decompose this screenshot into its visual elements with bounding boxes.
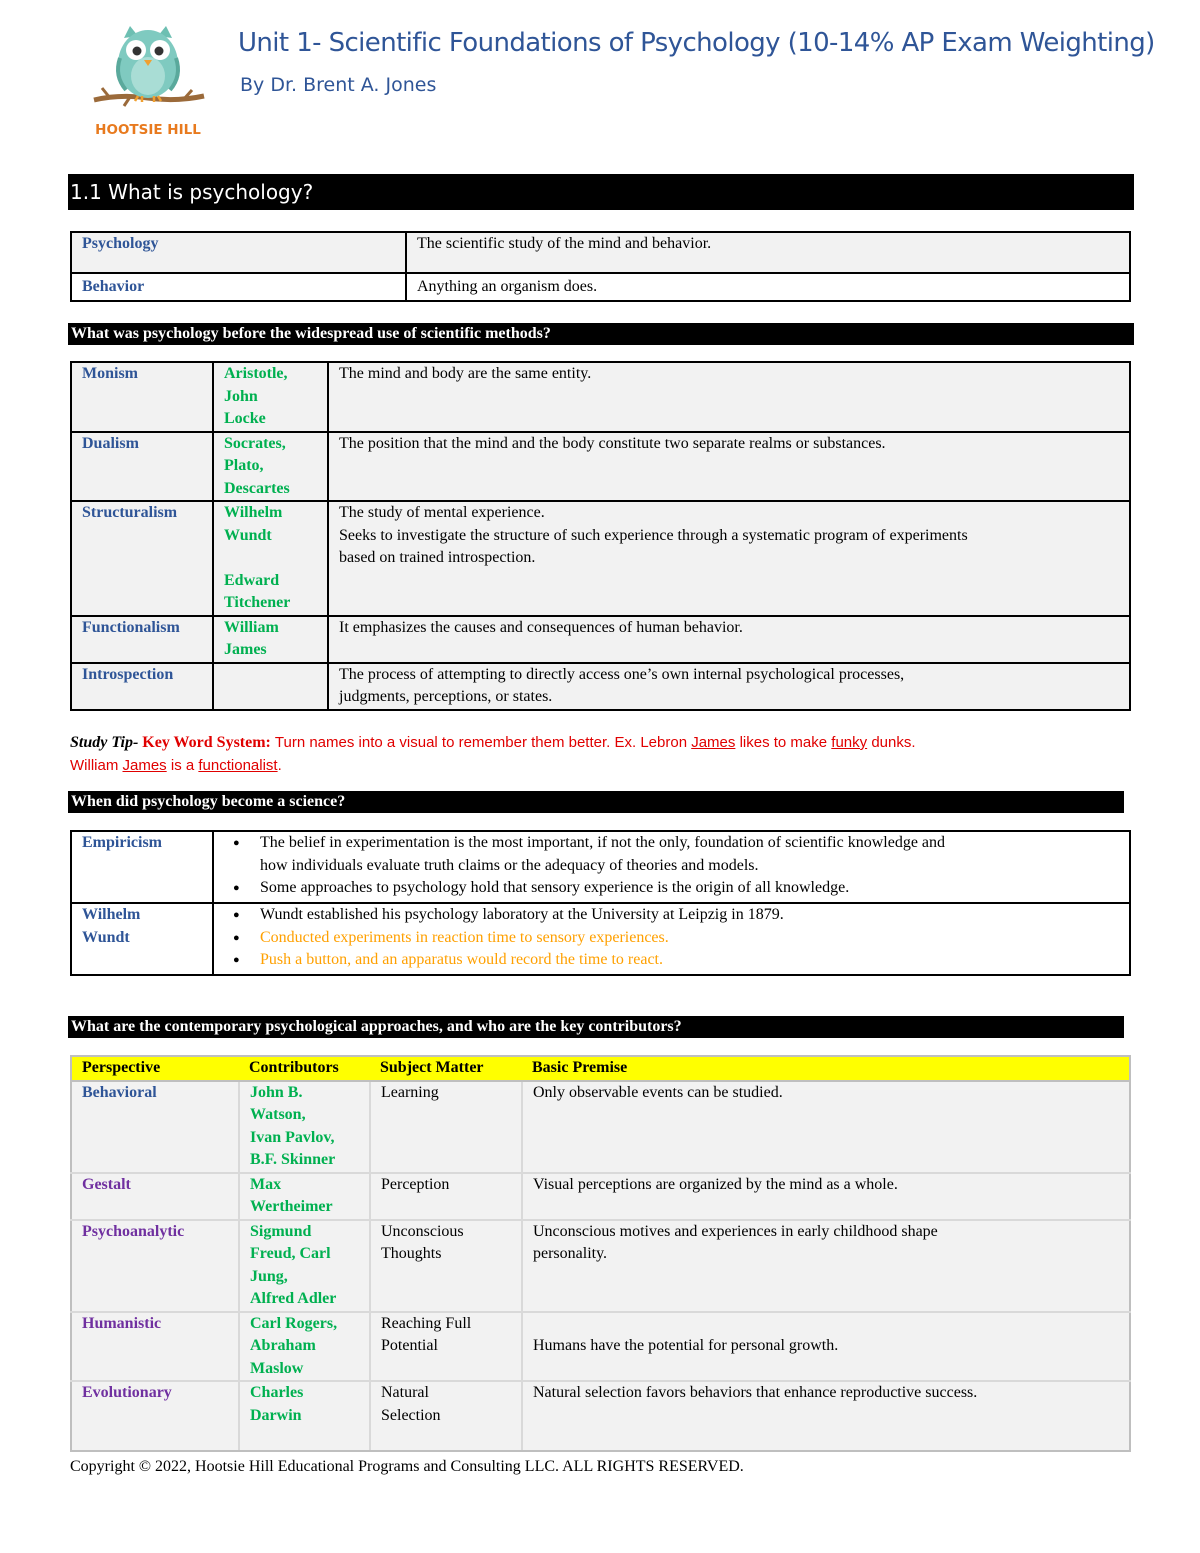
column-header: Subject Matter [370,1056,522,1081]
premise-gestalt: Visual perceptions are organized by the mind as a whole. [522,1173,1130,1220]
empiricism-bullets [213,831,1130,903]
person-name: Descartes [224,479,290,497]
description-functionalism: It emphasizes the causes and consequences of human behavior. [328,616,1130,663]
science-table [70,830,1131,976]
subject-humanistic: Reaching Full Potential [370,1312,522,1382]
person-name: Titchener [224,594,291,611]
owl-icon [80,8,216,144]
contributors-behavioral: John B. Watson, Ivan Pavlov, B.F. Skinner [239,1081,370,1173]
wundt-bullets [213,903,1130,975]
description-line: based on trained introspection. [339,549,536,566]
table-row [71,616,1130,663]
perspective-gestalt: Gestalt [71,1173,239,1220]
table-row [71,501,1130,616]
person-name: William [224,618,279,636]
table-row [71,1081,1130,1173]
person-name: Edward [224,571,280,589]
section-heading-when-science: When did psychology become a science? [68,791,1124,813]
table-row [71,663,1130,710]
table-row [71,903,1130,975]
term-psychology: Psychology [71,232,406,273]
study-tip-text: Turn names into a visual to remember them better. Ex. Lebron James likes to make funky dunks. William James is a functionalist. [70,734,916,774]
column-header: Contributors [239,1056,370,1081]
description-line: judgments, perceptions, or states. [339,688,553,705]
person-name: John [224,387,258,405]
list-item: ● Conducted experiments in reaction time to sensory experiences. [260,927,1119,950]
description-introspection [328,663,1130,710]
section-heading-what-is-psychology: 1.1 What is psychology? [68,174,1134,210]
term-behavior: Behavior [71,273,406,301]
approaches-table [70,1055,1131,1452]
section-heading-approaches: What are the contemporary psychological approaches, and who are the key contributors? [68,1016,1124,1038]
description-monism: The mind and body are the same entity. [328,362,1130,432]
term-dualism: Dualism [71,432,213,502]
table-row [71,1173,1130,1220]
table-row [71,432,1130,502]
description-line: The process of attempting to directly access one’s own internal psychological processes, [339,665,905,683]
subject-evolutionary: Natural Selection [370,1381,522,1451]
person-name: Aristotle, [224,365,288,382]
table-header-row [71,1056,1130,1081]
list-item: ● Wundt established his psychology laboratory at the University at Leipzig in 1879. [260,904,1119,927]
study-tip [70,731,1130,777]
person-name: Socrates, [224,434,286,452]
perspective-psychoanalytic: Psychoanalytic [71,1220,239,1312]
premise-humanistic: Humans have the potential for personal growth. [522,1312,1130,1382]
subject-behavioral: Learning [370,1081,522,1173]
term-line: Wundt [82,928,130,946]
premise-psychoanalytic: Unconscious motives and experiences in early childhood shape personality. [522,1220,1130,1312]
list-item: ● Some approaches to psychology hold that sensory experience is the origin of all knowledge. [260,877,1119,900]
person-name: Plato, [224,457,264,474]
description-dualism: The position that the mind and the body constitute two separate realms or substances. [328,432,1130,502]
people-functionalism [213,616,328,663]
copyright-notice: Copyright © 2022, Hootsie Hill Educational Programs and Consulting LLC. ALL RIGHTS RESERVED. [70,1458,744,1475]
pre-science-table [70,361,1131,711]
people-dualism [213,432,328,502]
list-item: ● Push a button, and an apparatus would record the time to react. [260,949,1119,972]
column-header: Basic Premise [522,1056,1130,1081]
definition-behavior: Anything an organism does. [406,273,1130,301]
key-word-system-label: Key Word System: [142,734,271,751]
contributors-psychoanalytic: Sigmund Freud, Carl Jung, Alfred Adler [239,1220,370,1312]
term-structuralism: Structuralism [71,501,213,616]
term-introspection: Introspection [71,663,213,710]
term-wilhelm-wundt [71,903,213,975]
subject-gestalt: Perception [370,1173,522,1220]
table-row [71,362,1130,432]
people-monism [213,362,328,432]
description-line: Seeks to investigate the structure of such experience through a systematic program of experiments [339,526,968,544]
definitions-table [70,231,1131,302]
hootsie-hill-logo [80,8,216,144]
term-empiricism: Empiricism [71,831,213,903]
spacer [224,547,317,570]
perspective-evolutionary: Evolutionary [71,1381,239,1451]
author-line: By Dr. Brent A. Jones [240,74,437,96]
table-row [71,1381,1130,1451]
list-item: ● The belief in experimentation is the most important, if not the only, foundation of scientific knowledge and how individuals evaluate truth claims or the adequacy of theories and models. [260,832,1119,877]
people-structuralism [213,501,328,616]
table-row [71,831,1130,903]
person-name: Wilhelm [224,504,283,521]
svg-text:HOOTSIE HILL: HOOTSIE HILL [95,122,201,138]
study-tip-label: Study Tip- [70,734,139,751]
person-name: Locke [224,410,266,427]
contributors-gestalt: Max Wertheimer [239,1173,370,1220]
page-title: Unit 1- Scientific Foundations of Psychology (10-14% AP Exam Weighting) [238,28,1155,58]
term-monism: Monism [71,362,213,432]
perspective-behavioral: Behavioral [71,1081,239,1173]
term-functionalism: Functionalism [71,616,213,663]
column-header: Perspective [71,1056,239,1081]
premise-evolutionary: Natural selection favors behaviors that enhance reproductive success. [522,1381,1130,1451]
table-row [71,1312,1130,1382]
table-row [71,1220,1130,1312]
section-heading-before-science: What was psychology before the widespread use of scientific methods? [68,323,1134,345]
description-line: The study of mental experience. [339,504,545,521]
table-row [71,232,1130,273]
subject-psychoanalytic: Unconscious Thoughts [370,1220,522,1312]
description-structuralism [328,501,1130,616]
definition-psychology: The scientific study of the mind and behavior. [406,232,1130,273]
person-name: James [224,641,267,658]
contributors-humanistic: Carl Rogers, Abraham Maslow [239,1312,370,1382]
person-name: Wundt [224,526,272,544]
perspective-humanistic: Humanistic [71,1312,239,1382]
term-line: Wilhelm [82,906,141,923]
premise-behavioral: Only observable events can be studied. [522,1081,1130,1173]
table-row [71,273,1130,301]
people-introspection [213,663,328,710]
contributors-evolutionary: Charles Darwin [239,1381,370,1451]
